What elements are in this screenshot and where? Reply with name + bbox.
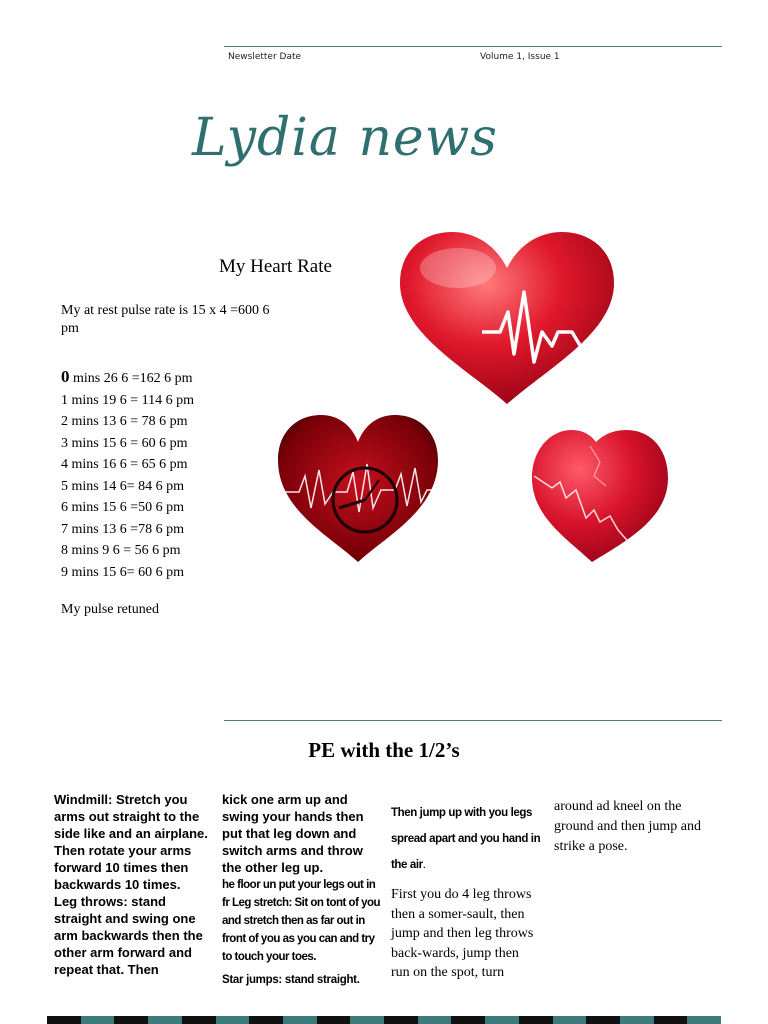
pulse-returned-text: My pulse retuned bbox=[61, 602, 159, 617]
pulse-reading: 2 mins 13 6 = 78 6 pm bbox=[61, 414, 188, 429]
clock-heart-icon bbox=[275, 412, 441, 564]
newsletter-date: Newsletter Date bbox=[228, 52, 302, 62]
pe-column-1: Windmill: Stretch you arms out straight to the side like and an airplane. Then rotate your arms forward 10 times then backwards 10 times. Leg throws: stand straight and swing one arm backwards then the other arm forward and repeat that. Then bbox=[54, 792, 208, 977]
heartbeat-heart-icon bbox=[396, 228, 618, 408]
newsletter-title: Lydia news bbox=[192, 108, 498, 168]
pulse-reading: 3 mins 15 6 = 60 6 pm bbox=[61, 435, 188, 451]
pulse-reading: 4 mins 16 6 = 65 6 pm bbox=[61, 457, 188, 472]
heart-rate-heading: My Heart Rate bbox=[219, 256, 332, 277]
pe-column-2-star-jumps: Star jumps: stand straight. bbox=[222, 974, 360, 986]
pe-column-2 bbox=[222, 791, 382, 989]
volume-issue: Volume 1, Issue 1 bbox=[480, 52, 560, 62]
pe-section-rule bbox=[224, 720, 722, 721]
pe-heading: PE with the 1/2’s bbox=[308, 738, 460, 762]
pulse-reading: 8 mins 9 6 = 56 6 pm bbox=[61, 543, 181, 558]
pulse-reading: 1 mins 19 6 = 114 6 pm bbox=[61, 392, 194, 408]
footer-decorative-bar bbox=[47, 1016, 721, 1024]
pe-column-2-leg-stretch: he floor un put your legs out in fr Leg stretch: Sit on tont of you and stretch then as far out in front of you as you can and try to touch your toes. bbox=[222, 879, 381, 963]
pulse-reading: 7 mins 13 6 =78 6 pm bbox=[61, 521, 185, 537]
cracked-heart-icon bbox=[530, 426, 670, 566]
pe-column-4: around ad kneel on the ground and then jump and strike a pose. bbox=[554, 799, 701, 854]
pe-column-3-bold: Then jump up with you legs spread apart and you hand in the air. bbox=[391, 807, 541, 871]
header-rule bbox=[224, 46, 722, 47]
rest-pulse-text: My at rest pulse rate is 15 x 4 =600 6 pm bbox=[61, 303, 270, 336]
pe-column-3-text: First you do 4 leg throws then a somer-sault, then jump and then leg throws back-wards, jump then run on the spot, turn bbox=[391, 887, 534, 980]
pulse-readings-list bbox=[61, 366, 194, 583]
pulse-reading: 6 mins 15 6 =50 6 pm bbox=[61, 500, 185, 515]
pulse-reading: 5 mins 14 6= 84 6 pm bbox=[61, 478, 185, 494]
pe-column-2-main: kick one arm up and swing your hands then put that leg down and switch arms and throw the other leg up. bbox=[222, 792, 364, 875]
pulse-reading: 9 mins 15 6= 60 6 pm bbox=[61, 564, 185, 580]
pulse-reading: 0 mins 26 6 =162 6 pm bbox=[61, 367, 193, 386]
